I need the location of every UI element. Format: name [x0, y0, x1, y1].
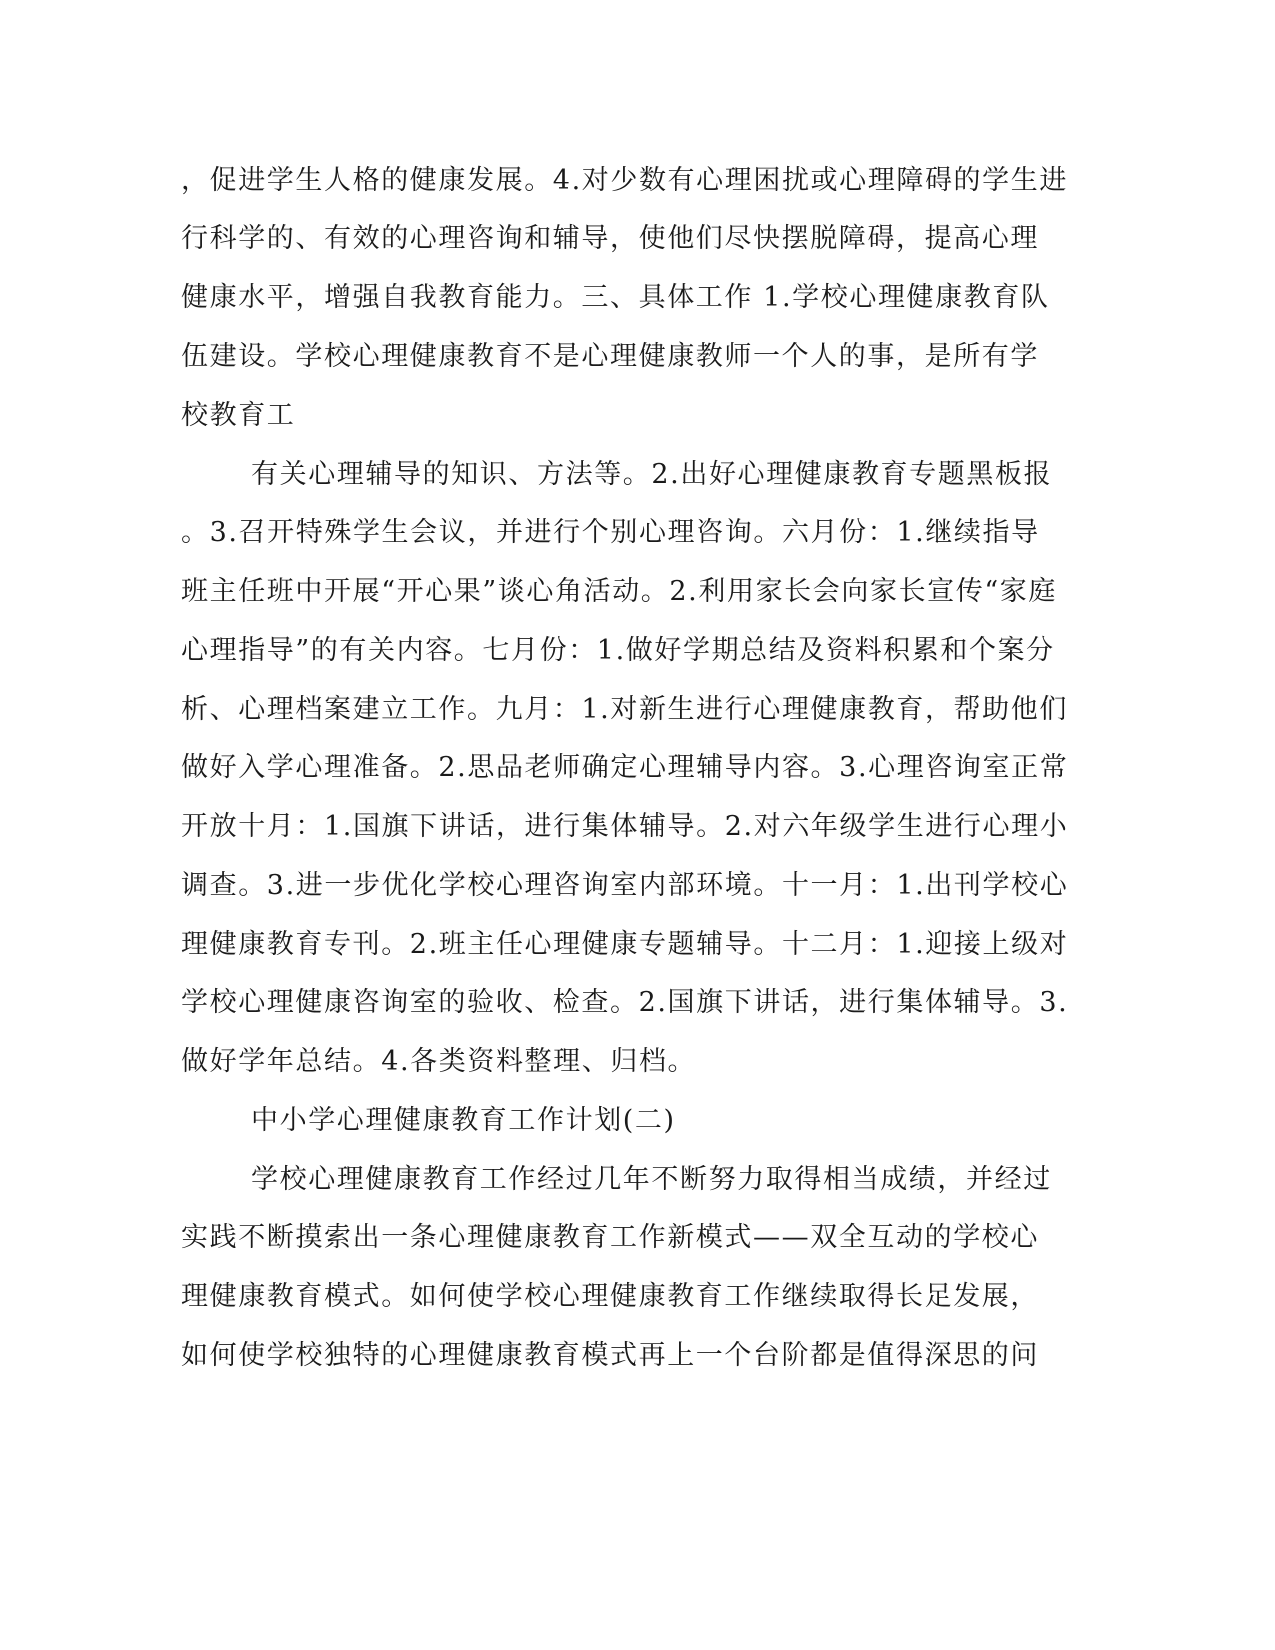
paragraph-line: 理健康教育模式。如何使学校心理健康教育工作继续取得长足发展，: [181, 1281, 1039, 1312]
paragraph-line: 班主任班中开展“开心果”谈心角活动。2.利用家长会向家长宣传“家庭: [181, 576, 1057, 607]
paragraph-line: 析、心理档案建立工作。九月：1.对新生进行心理健康教育，帮助他们: [181, 694, 1068, 725]
paragraph-line: 学校心理健康教育工作经过几年不断努力取得相当成绩，并经过: [251, 1164, 1052, 1195]
paragraph-line: 健康水平，增强自我教育能力。三、具体工作 1.学校心理健康教育队: [181, 282, 1050, 313]
paragraph-line: 调查。3.进一步优化学校心理咨询室内部环境。十一月：1.出刊学校心: [181, 870, 1069, 901]
section-heading: 中小学心理健康教育工作计划(二): [251, 1105, 676, 1136]
paragraph-line: 开放十月：1.国旗下讲话，进行集体辅导。2.对六年级学生进行心理小: [181, 811, 1069, 842]
paragraph-line: 行科学的、有效的心理咨询和辅导，使他们尽快摆脱障碍，提高心理: [181, 223, 1039, 254]
paragraph-line: 如何使学校独特的心理健康教育模式再上一个台阶都是值得深思的问: [181, 1340, 1039, 1371]
paragraph-line: 心理指导”的有关内容。七月份：1.做好学期总结及资料积累和个案分: [181, 635, 1055, 666]
paragraph-line: 学校心理健康咨询室的验收、检查。2.国旗下讲话，进行集体辅导。3.: [181, 987, 1069, 1018]
paragraph-line: 做好学年总结。4.各类资料整理、归档。: [181, 1046, 697, 1077]
paragraph-line: 。3.召开特殊学生会议，并进行个别心理咨询。六月份：1.继续指导: [181, 517, 1040, 548]
paragraph-line: 伍建设。学校心理健康教育不是心理健康教师一个人的事，是所有学: [181, 341, 1039, 372]
paragraph-line: 实践不断摸索出一条心理健康教育工作新模式——双全互动的学校心: [181, 1222, 1039, 1253]
paragraph-line: 校教育工: [181, 400, 296, 431]
paragraph-line: ，促进学生人格的健康发展。4.对少数有心理困扰或心理障碍的学生进: [181, 165, 1068, 196]
paragraph-line: 理健康教育专刊。2.班主任心理健康专题辅导。十二月：1.迎接上级对: [181, 929, 1069, 960]
paragraph-line: 做好入学心理准备。2.思品老师确定心理辅导内容。3.心理咨询室正常: [181, 752, 1069, 783]
paragraph-line: 有关心理辅导的知识、方法等。2.出好心理健康教育专题黑板报: [251, 459, 1053, 490]
